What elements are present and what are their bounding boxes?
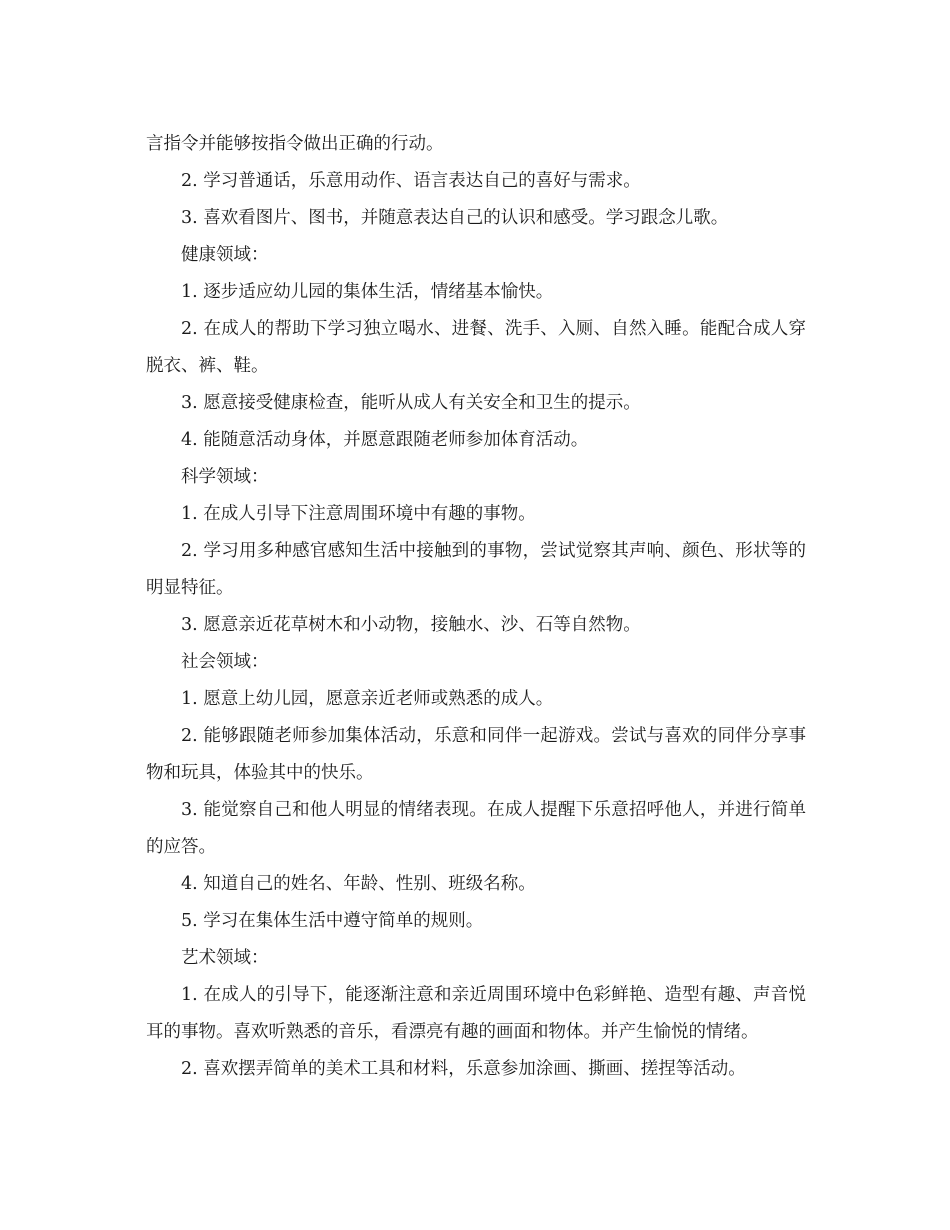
social-item-4: 4. 知道自己的姓名、年龄、性别、班级名称。 bbox=[181, 874, 536, 894]
social-item-2: 2. 能够跟随老师参加集体活动，乐意和同伴一起游戏。尝试与喜欢的同伴分享事物和玩具，体验其中的快乐。 bbox=[146, 726, 806, 783]
section-heading-health: 健康领域： bbox=[181, 245, 269, 265]
social-item-3: 3. 能觉察自己和他人明显的情绪表现。在成人提醒下乐意招呼他人，并进行简单的应答。 bbox=[146, 800, 806, 857]
section-heading-art: 艺术领域： bbox=[181, 948, 269, 968]
language-item-3: 3. 喜欢看图片、图书，并随意表达自己的认识和感受。学习跟念儿歌。 bbox=[181, 208, 729, 228]
section-heading-science: 科学领域： bbox=[181, 467, 269, 487]
health-item-4: 4. 能随意活动身体，并愿意跟随老师参加体育活动。 bbox=[181, 430, 589, 450]
continuation-paragraph: 言指令并能够按指令做出正确的行动。 bbox=[146, 134, 444, 154]
science-item-3: 3. 愿意亲近花草树木和小动物，接触水、沙、石等自然物。 bbox=[181, 615, 641, 635]
art-item-2: 2. 喜欢摆弄简单的美术工具和材料，乐意参加涂画、撕画、搓捏等活动。 bbox=[181, 1059, 746, 1079]
science-item-2: 2. 学习用多种感官感知生活中接触到的事物，尝试觉察其声响、颜色、形状等的明显特征。 bbox=[146, 541, 806, 598]
social-item-5: 5. 学习在集体生活中遵守简单的规则。 bbox=[181, 911, 484, 931]
health-item-1: 1. 逐步适应幼儿园的集体生活，情绪基本愉快。 bbox=[181, 282, 554, 302]
art-item-1: 1. 在成人的引导下，能逐渐注意和亲近周围环境中色彩鲜艳、造型有趣、声音悦耳的事物。喜欢听熟悉的音乐，看漂亮有趣的画面和物体。并产生愉悦的情绪。 bbox=[146, 985, 806, 1042]
social-item-1: 1. 愿意上幼儿园，愿意亲近老师或熟悉的成人。 bbox=[181, 689, 554, 709]
document-body bbox=[146, 126, 806, 1088]
health-item-2: 2. 在成人的帮助下学习独立喝水、进餐、洗手、入厕、自然入睡。能配合成人穿脱衣、裤、鞋。 bbox=[146, 319, 806, 376]
health-item-3: 3. 愿意接受健康检查，能听从成人有关安全和卫生的提示。 bbox=[181, 393, 641, 413]
language-item-2: 2. 学习普通话，乐意用动作、语言表达自己的喜好与需求。 bbox=[181, 171, 641, 191]
science-item-1: 1. 在成人引导下注意周围环境中有趣的事物。 bbox=[181, 504, 536, 524]
section-heading-social: 社会领域： bbox=[181, 652, 269, 672]
